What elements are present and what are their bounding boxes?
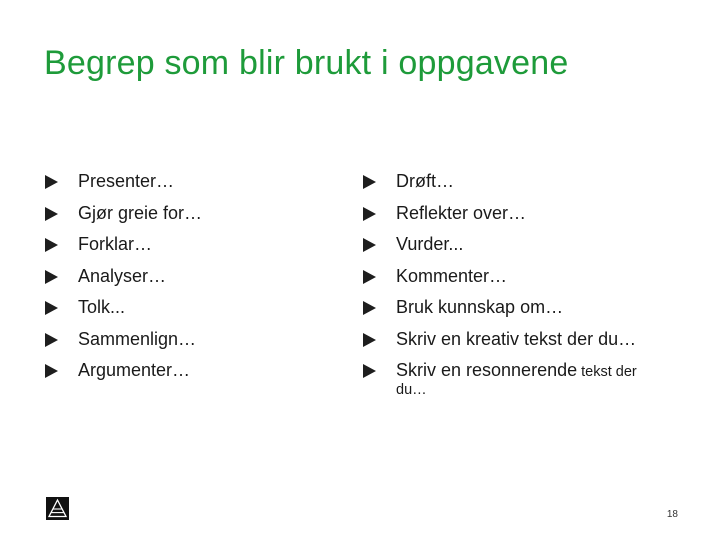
triangle-bullet-icon	[45, 301, 58, 315]
triangle-bullet-icon	[45, 175, 58, 189]
bullet-label: Kommenter…	[396, 265, 508, 286]
bullet-item-kommenter	[362, 261, 692, 293]
bullet-label-continuation: du…	[396, 381, 427, 398]
bullet-item-sammenlign	[44, 324, 344, 356]
bullet-label: Argumenter…	[78, 360, 191, 380]
bullet-item-droft	[362, 166, 692, 198]
triangle-bullet-icon	[363, 175, 376, 189]
bullet-label: Reflekter over…	[396, 202, 527, 223]
triangle-bullet-icon	[363, 238, 376, 252]
triangle-logo-icon	[46, 497, 69, 520]
bullet-label: Drøft…	[396, 171, 454, 191]
bullet-item-vurder	[362, 229, 692, 261]
bullet-item-skriv-kreativ-tekst	[362, 324, 692, 356]
triangle-bullet-icon	[363, 364, 376, 378]
triangle-bullet-icon	[45, 364, 58, 378]
page-number: 18	[666, 509, 678, 520]
left-bullet-list	[44, 166, 344, 387]
bullet-item-reflekter-over	[362, 198, 692, 230]
bullet-item-argumenter	[44, 355, 344, 387]
bullet-label: Tolk...	[78, 297, 126, 317]
bullet-label-large: Skriv en resonnerende	[396, 360, 578, 380]
bullet-item-analyser	[44, 261, 344, 293]
triangle-bullet-icon	[363, 270, 376, 284]
bullet-label: Vurder...	[396, 234, 464, 254]
bullet-item-bruk-kunnskap-om	[362, 292, 692, 324]
right-bullet-list	[362, 166, 692, 397]
bullet-label-small: tekst der	[577, 364, 637, 380]
bullet-item-forklar	[44, 229, 344, 261]
bullet-item-presenter	[44, 166, 344, 198]
triangle-bullet-icon	[45, 270, 58, 284]
bullet-label: Skriv en kreativ tekst der du…	[396, 328, 637, 349]
bullet-item-gjor-greie-for	[44, 198, 344, 230]
slide-title: Begrep som blir brukt i oppgavene	[44, 44, 569, 82]
bullet-label: Analyser…	[78, 265, 167, 286]
bullet-label: Sammenlign…	[78, 328, 197, 349]
triangle-bullet-icon	[363, 301, 376, 315]
bullet-item-tolk	[44, 292, 344, 324]
bullet-label: Gjør greie for…	[78, 202, 203, 223]
bullet-label: Presenter…	[78, 171, 175, 191]
bullet-label: Forklar…	[78, 234, 153, 254]
triangle-bullet-icon	[363, 207, 376, 221]
triangle-bullet-icon	[363, 333, 376, 347]
triangle-bullet-icon	[45, 207, 58, 221]
bullet-label: Bruk kunnskap om…	[396, 297, 564, 317]
bullet-item-skriv-resonnerende-tekst	[362, 355, 692, 397]
triangle-bullet-icon	[45, 238, 58, 252]
triangle-bullet-icon	[45, 333, 58, 347]
